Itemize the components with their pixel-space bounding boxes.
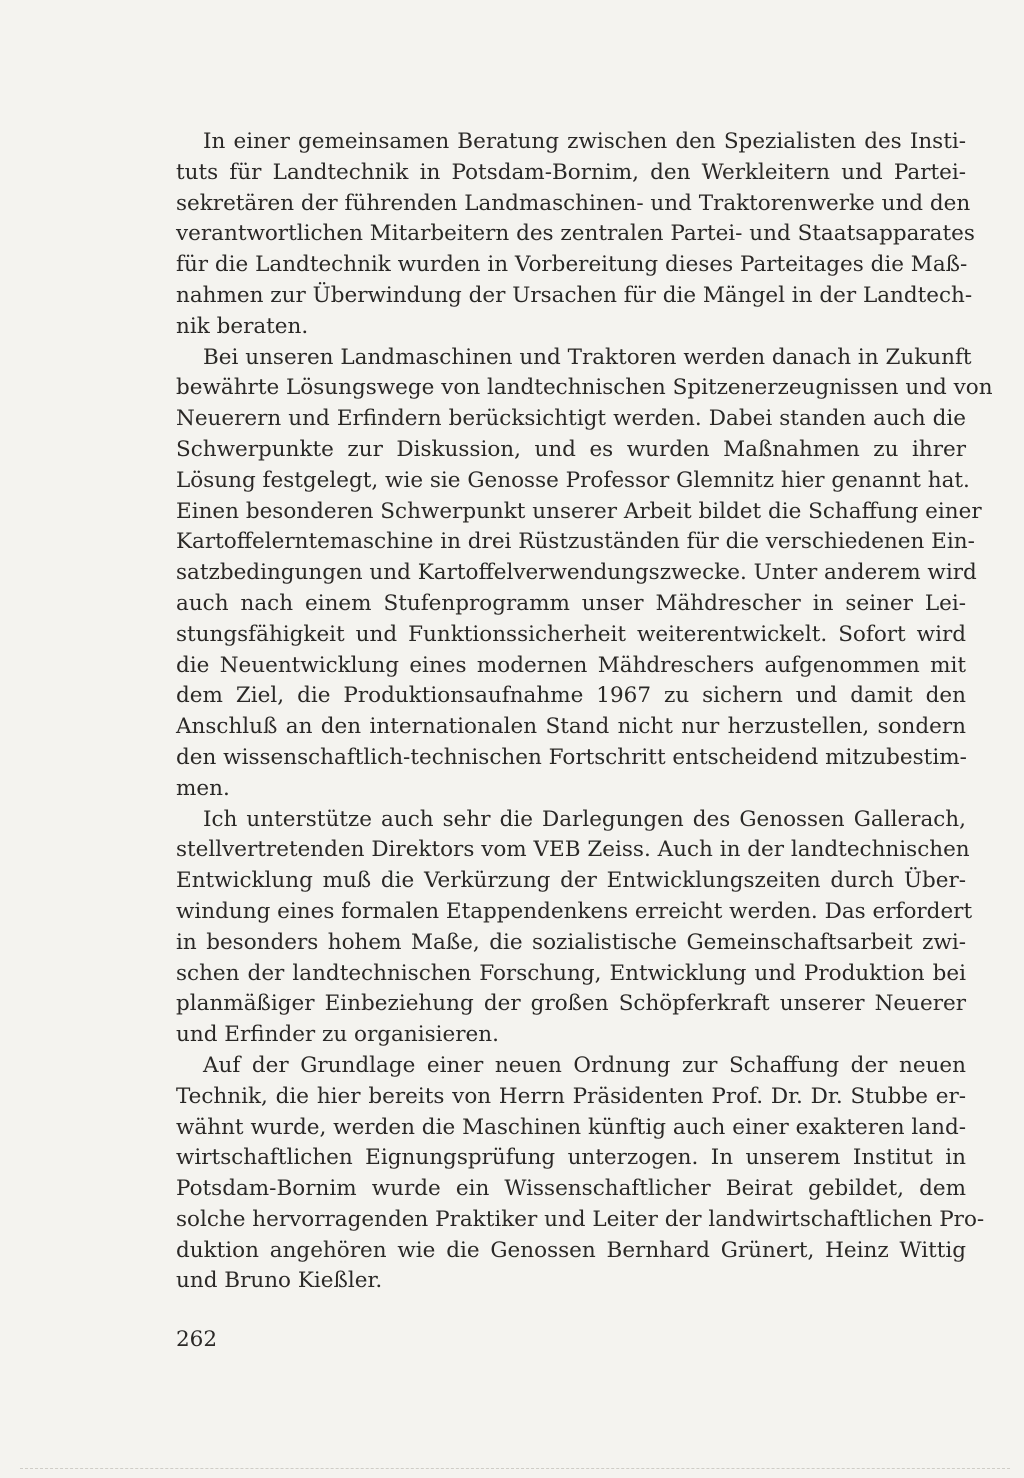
text-line: sekretären der führenden Landmaschinen- und Traktorenwerke und den <box>176 190 971 216</box>
text-line: Neuerern und Erfindern berücksichtigt werden. Dabei standen auch die <box>176 406 966 432</box>
text-line: und Bruno Kießler. <box>176 1268 383 1294</box>
text-line: Auf der Grundlage einer neuen Ordnung zur Schaffung der neuen <box>203 1052 966 1078</box>
page-number: 262 <box>176 1327 218 1352</box>
text-line: Einen besonderen Schwerpunkt unserer Arbeit bildet die Schaffung einer <box>176 498 982 524</box>
text-line: auch nach einem Stufenprogramm unser Mähdrescher in seiner Lei- <box>176 590 966 616</box>
text-line: tuts für Landtechnik in Potsdam-Bornim, den Werkleitern und Partei- <box>176 159 966 185</box>
text-line: satzbedingungen und Kartoffelverwendungszwecke. Unter anderem wird <box>176 560 977 586</box>
text-line: wähnt wurde, werden die Maschinen künftig auch einer exakteren land- <box>176 1114 966 1140</box>
text-line: duktion angehören wie die Genossen Bernhard Grünert, Heinz Wittig <box>176 1237 966 1263</box>
text-line: schen der landtechnischen Forschung, Entwicklung und Produktion bei <box>176 960 966 986</box>
text-line: dem Ziel, die Produktionsaufnahme 1967 zu sichern und damit den <box>176 683 966 709</box>
text-line: bewährte Lösungswege von landtechnischen Spitzenerzeugnissen und von <box>176 375 993 401</box>
text-line: Schwerpunkte zur Diskussion, und es wurden Maßnahmen zu ihrer <box>176 436 966 462</box>
text-line: Bei unseren Landmaschinen und Traktoren werden danach in Zukunft <box>203 344 972 370</box>
text-line: stungsfähigkeit und Funktionssicherheit weiterentwickelt. Sofort wird <box>176 621 966 647</box>
text-line: men. <box>176 775 230 801</box>
text-line: stellvertretenden Direktors vom VEB Zeiss. Auch in der landtechnischen <box>176 837 970 863</box>
text-line: Technik, die hier bereits von Herrn Präsidenten Prof. Dr. Dr. Stubbe er- <box>176 1083 966 1109</box>
text-line: und Erfinder zu organisieren. <box>176 1022 499 1048</box>
text-line: verantwortlichen Mitarbeitern des zentralen Partei- und Staatsapparates <box>176 221 975 247</box>
text-line: Anschluß an den internationalen Stand nicht nur herzustellen, sondern <box>176 714 966 740</box>
text-line: in besonders hohem Maße, die sozialistische Gemeinschaftsarbeit zwi- <box>176 929 966 955</box>
text-line: nahmen zur Überwindung der Ursachen für die Mängel in der Landtech- <box>176 282 973 308</box>
paragraph-2 <box>176 343 993 805</box>
paragraph-1 <box>176 127 975 343</box>
text-line: Lösung festgelegt, wie sie Genosse Professor Glemnitz hier genannt hat. <box>176 467 970 493</box>
scan-edge-line <box>20 1468 1010 1469</box>
text-line: nik beraten. <box>176 313 309 339</box>
text-line: Kartoffelerntemaschine in drei Rüstzuständen für die verschiedenen Ein- <box>176 529 975 555</box>
text-line: windung eines formalen Etappendenkens erreicht werden. Das erfordert <box>176 898 973 924</box>
text-line: die Neuentwicklung eines modernen Mähdreschers aufgenommen mit <box>176 652 966 678</box>
paragraph-4 <box>176 1051 985 1297</box>
text-line: den wissenschaftlich-technischen Fortschritt entscheidend mitzubestim- <box>176 744 967 770</box>
text-line: Entwicklung muß die Verkürzung der Entwicklungszeiten durch Über- <box>176 868 966 894</box>
text-line: für die Landtechnik wurden in Vorbereitung dieses Parteitages die Maß- <box>176 252 968 278</box>
text-line: wirtschaftlichen Eignungsprüfung unterzogen. In unserem Institut in <box>176 1145 966 1171</box>
text-line: Potsdam-Bornim wurde ein Wissenschaftlicher Beirat gebildet, dem <box>176 1176 966 1202</box>
text-line: In einer gemeinsamen Beratung zwischen den Spezialisten des Insti- <box>203 129 966 154</box>
text-line: solche hervorragenden Praktiker und Leiter der landwirtschaftlichen Pro- <box>176 1206 985 1232</box>
paragraph-3 <box>176 805 973 1051</box>
text-line: Ich unterstütze auch sehr die Darlegungen des Genossen Gallerach, <box>203 806 966 832</box>
text-line: planmäßiger Einbeziehung der großen Schöpferkraft unserer Neuerer <box>176 991 966 1017</box>
body-text <box>176 127 993 1297</box>
